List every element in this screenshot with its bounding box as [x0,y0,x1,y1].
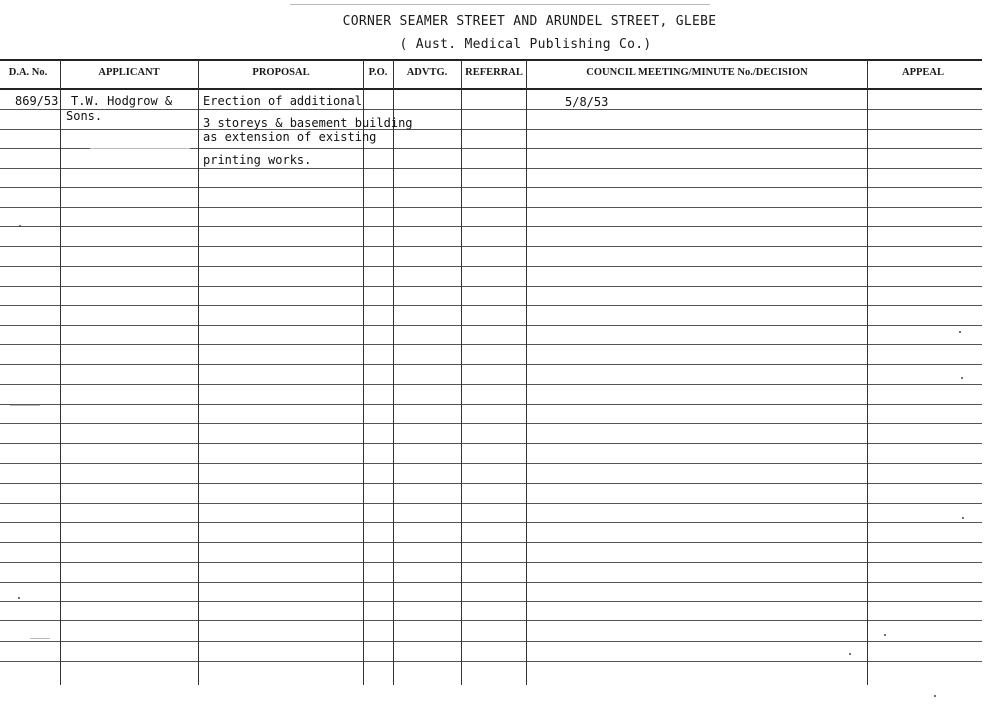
entry-da-no: 869/53 [15,94,59,108]
row-rule [0,168,982,169]
row-rule [0,463,982,464]
scan-speck [884,634,886,636]
scan-mark [90,148,190,149]
header-proposal: PROPOSAL [252,67,310,78]
scan-mark [30,638,50,639]
row-rule [0,483,982,484]
row-rule [0,423,982,424]
header-appeal: APPEAL [902,67,944,78]
row-rule [0,404,982,405]
header-top-rule [0,59,982,61]
scan-speck [959,331,961,333]
row-rule [0,582,982,583]
row-rule [0,246,982,247]
row-rule [0,109,982,110]
column-rule [393,60,394,685]
row-rule [0,226,982,227]
header-referral: REFERRAL [465,67,523,78]
scan-speck [18,597,20,599]
row-rule [0,187,982,188]
row-rule [0,325,982,326]
row-rule [0,286,982,287]
header-council-meeting: COUNCIL MEETING/MINUTE No./DECISION [586,67,808,78]
header-bottom-rule [0,88,982,90]
entry-proposal-line-1: Erection of additional [203,94,362,108]
scan-speck [934,695,936,697]
scan-mark [290,4,710,5]
scan-mark [10,405,40,406]
scan-speck [849,653,851,655]
row-rule [0,207,982,208]
column-rule [461,60,462,685]
entry-proposal-line-3: as extension of existing [203,130,377,144]
scan-speck [19,225,21,227]
scan-speck [961,377,963,379]
column-rule [198,60,199,685]
row-rule [0,384,982,385]
header-da-no: D.A. No. [8,67,48,78]
header-advtg: ADVTG. [406,67,448,78]
header-applicant: APPLICANT [98,67,160,78]
row-rule [0,443,982,444]
entry-proposal-line-4: printing works. [203,153,312,167]
document-title: CORNER SEAMER STREET AND ARUNDEL STREET, GLEBE [342,14,717,29]
entry-applicant-line-2: Sons. [66,109,103,123]
column-rule [60,60,61,685]
row-rule [0,364,982,365]
column-rule [526,60,527,685]
row-rule [0,503,982,504]
row-rule [0,542,982,543]
entry-council-date: 5/8/53 [565,95,609,109]
row-rule [0,305,982,306]
row-rule [0,344,982,345]
entry-applicant-line-1: T.W. Hodgrow & [71,94,173,108]
row-rule [0,266,982,267]
row-rule [0,562,982,563]
column-rule [363,60,364,685]
header-po: P.O. [368,67,388,78]
column-rule [867,60,868,685]
row-rule [0,661,982,662]
row-rule [0,641,982,642]
entry-proposal-line-2: 3 storeys & basement building [203,116,413,130]
document-subtitle: ( Aust. Medical Publishing Co.) [399,37,652,52]
row-rule [0,620,982,621]
row-rule [0,129,982,130]
row-rule [0,601,982,602]
row-rule [0,522,982,523]
scan-speck [962,517,964,519]
